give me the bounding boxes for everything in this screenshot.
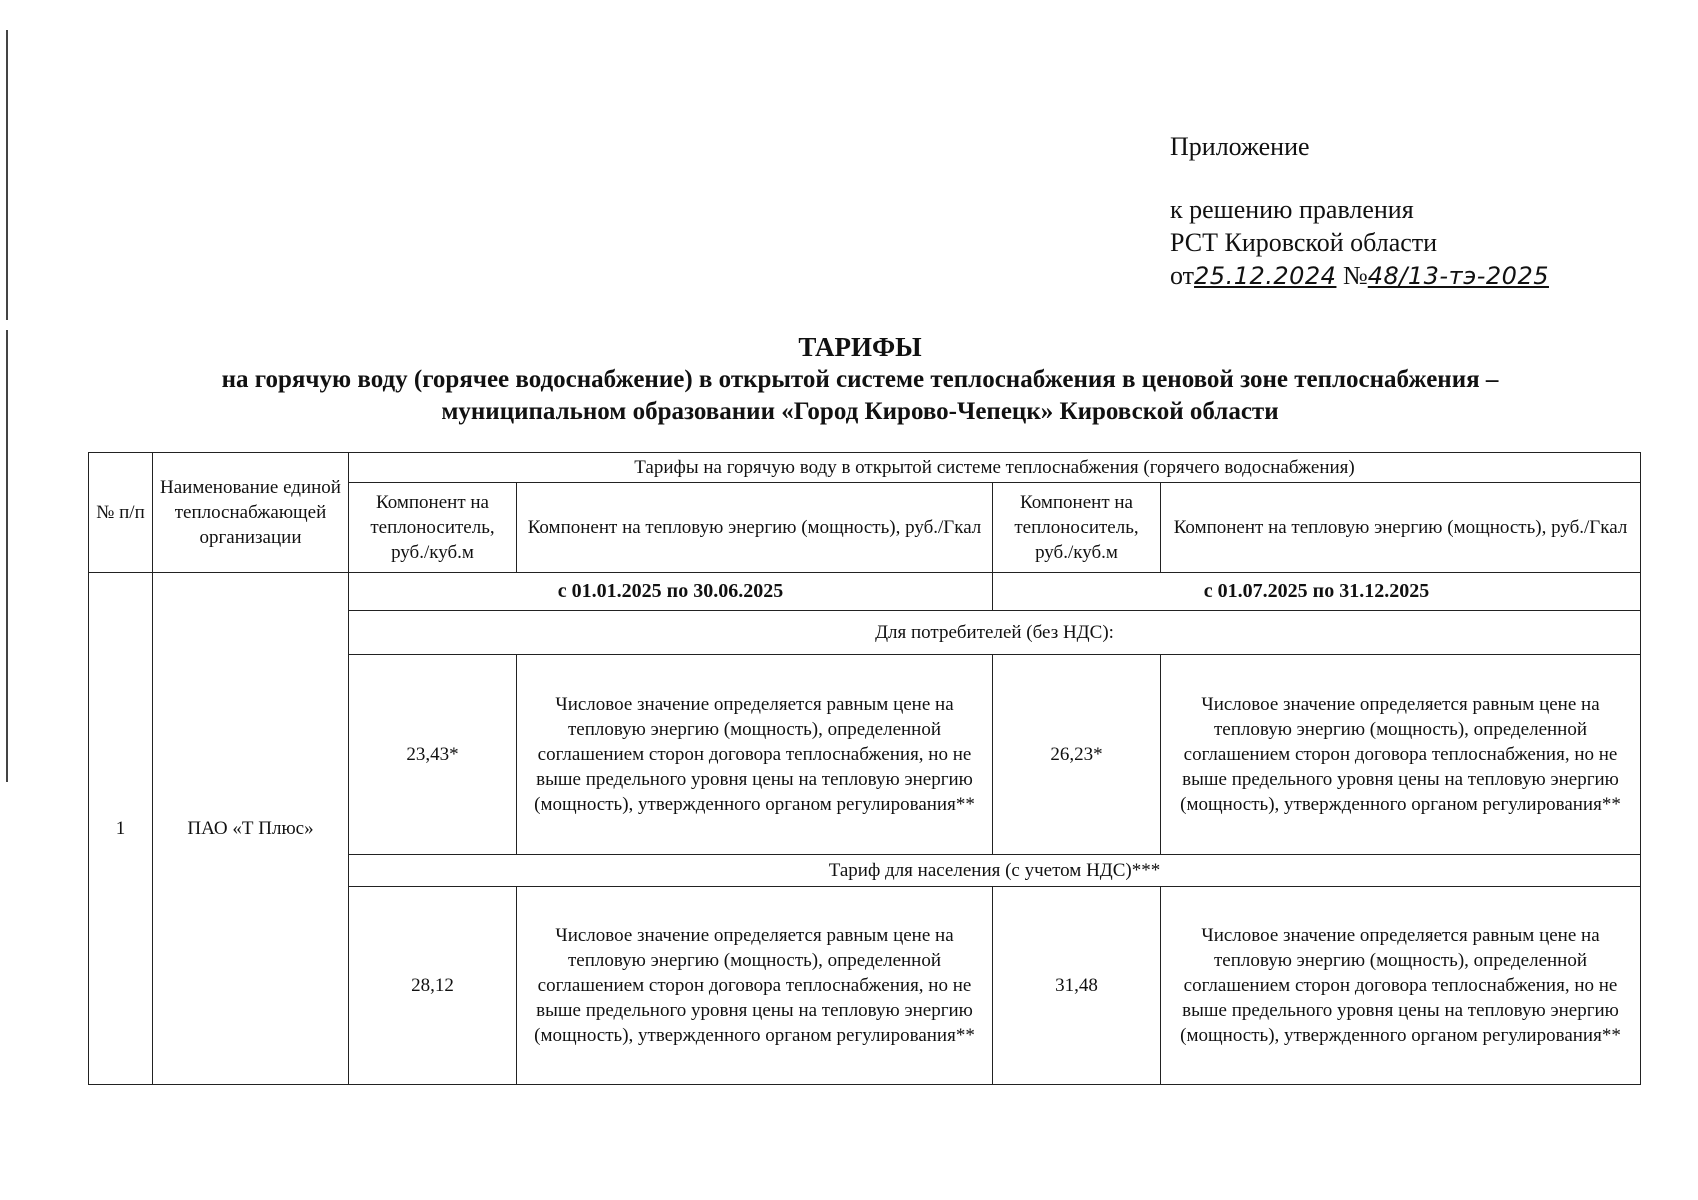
energy-value: Числовое значение определяется равным цене на тепловую энергию (мощность), определенной соглашением сторон договора теплоснабжения, но не выше предельного уровня цены на тепловую энергию (мощность), утвержденного органом регулирования** xyxy=(517,887,993,1085)
header-num: № п/п xyxy=(89,453,153,573)
header-coolant-h2: Компонент на теплоноситель, руб./куб.м xyxy=(993,483,1161,573)
tariff-table xyxy=(88,452,1641,1085)
header-energy-h1: Компонент на тепловую энергию (мощность), руб./Гкал xyxy=(517,483,993,573)
row-num: 1 xyxy=(89,573,153,1085)
energy-value: Числовое значение определяется равным цене на тепловую энергию (мощность), определенной соглашением сторон договора теплоснабжения, но не выше предельного уровня цены на тепловую энергию (мощность), утвержденного органом регулирования** xyxy=(517,655,993,855)
appendix-decision: к решению правления xyxy=(1170,195,1414,224)
table-header-row xyxy=(89,453,1641,483)
section-population-label: Тариф для населения (с учетом НДС)*** xyxy=(349,855,1641,887)
header-coolant-h1: Компонент на теплоноситель, руб./куб.м xyxy=(349,483,517,573)
energy-value: Числовое значение определяется равным цене на тепловую энергию (мощность), определенной соглашением сторон договора теплоснабжения, но не выше предельного уровня цены на тепловую энергию (мощность), утвержденного органом регулирования** xyxy=(1161,887,1641,1085)
period-h2: с 01.07.2025 по 31.12.2025 xyxy=(993,573,1641,611)
title-line-2: муниципальном образовании «Город Кирово-Чепецк» Кировской области xyxy=(441,398,1279,425)
scan-margin-line xyxy=(6,330,8,782)
appendix-authority: РСТ Кировской области xyxy=(1170,228,1438,257)
appendix-date-line xyxy=(1170,259,1549,293)
title-main: ТАРИФЫ xyxy=(798,332,922,362)
coolant-value: 31,48 xyxy=(993,887,1161,1085)
appendix-block xyxy=(1170,130,1549,293)
period-h1: с 01.01.2025 по 30.06.2025 xyxy=(349,573,993,611)
appendix-label: Приложение xyxy=(1170,132,1310,161)
document-title xyxy=(80,330,1640,428)
coolant-value: 26,23* xyxy=(993,655,1161,855)
row-org: ПАО «Т Плюс» xyxy=(153,573,349,1085)
coolant-value: 28,12 xyxy=(349,887,517,1085)
header-group: Тарифы на горячую воду в открытой системе теплоснабжения (горячего водоснабжения) xyxy=(349,453,1641,483)
title-line-1: на горячую воду (горячее водоснабжение) в открытой системе теплоснабжения в ценовой зоне теплоснабжения – xyxy=(221,366,1499,393)
scan-margin-line xyxy=(6,30,8,320)
coolant-value: 23,43* xyxy=(349,655,517,855)
date-prefix: от xyxy=(1170,261,1195,290)
header-org: Наименование единой теплоснабжающей организации xyxy=(153,453,349,573)
section-consumers-label: Для потребителей (без НДС): xyxy=(349,611,1641,655)
decision-date: 25.12.2024 xyxy=(1194,262,1337,290)
number-prefix: № xyxy=(1342,261,1368,290)
decision-number: 48/13-тэ-2025 xyxy=(1367,262,1549,290)
energy-value: Числовое значение определяется равным цене на тепловую энергию (мощность), определенной соглашением сторон договора теплоснабжения, но не выше предельного уровня цены на тепловую энергию (мощность), утвержденного органом регулирования** xyxy=(1161,655,1641,855)
period-row xyxy=(89,573,1641,611)
header-energy-h2: Компонент на тепловую энергию (мощность), руб./Гкал xyxy=(1161,483,1641,573)
